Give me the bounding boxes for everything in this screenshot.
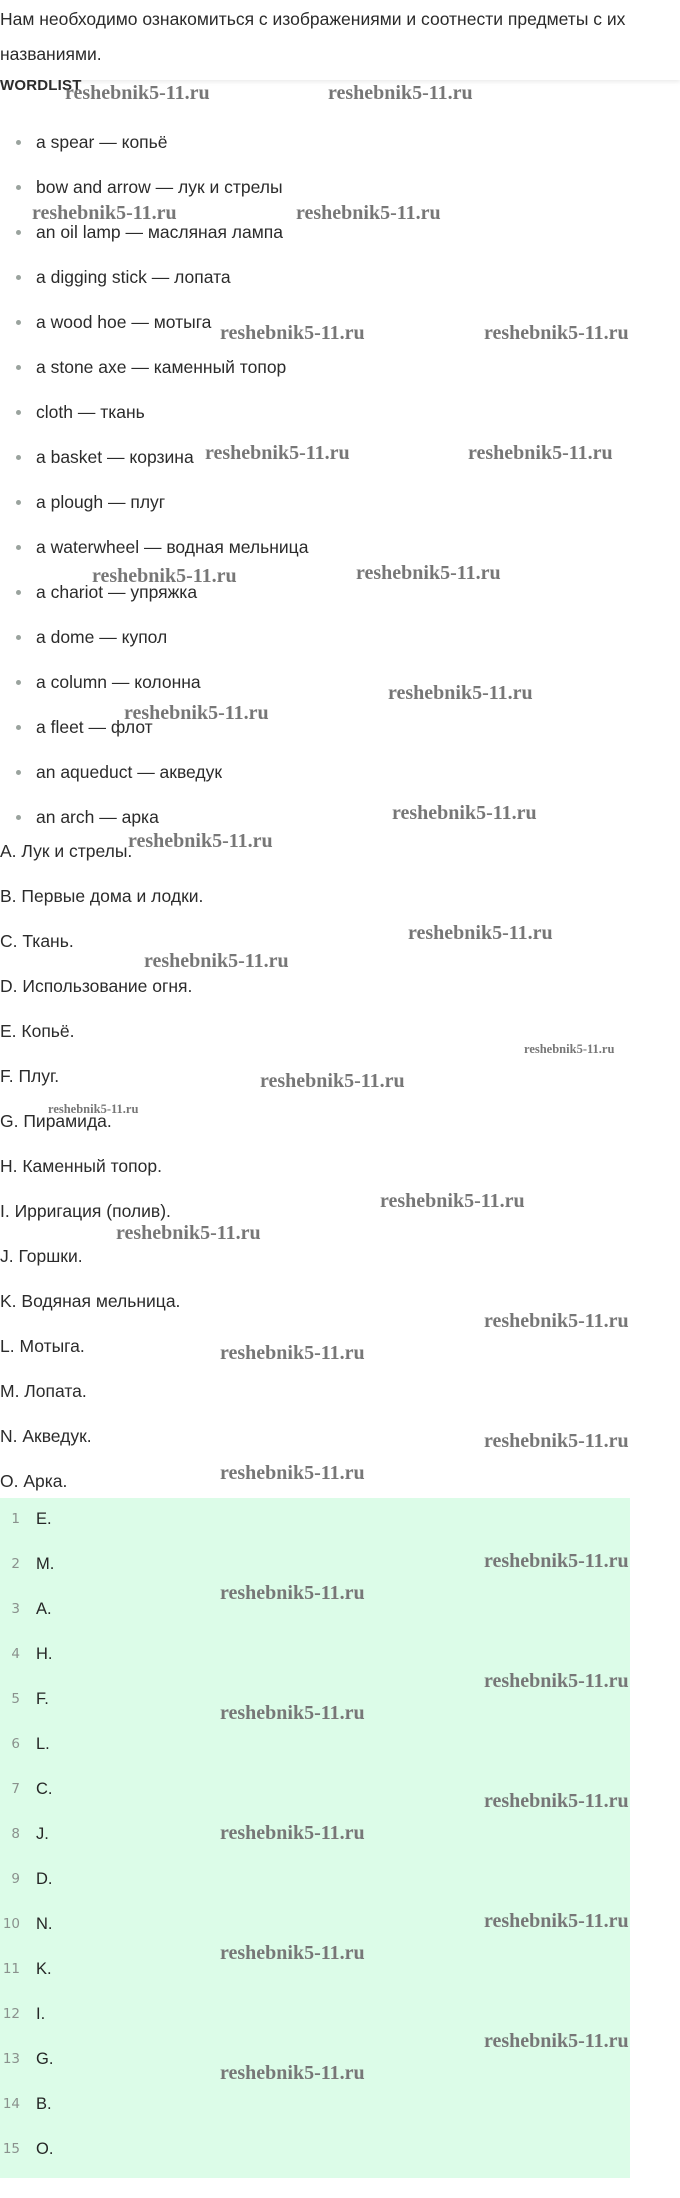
line-number: 8 — [11, 1826, 20, 1842]
watermark: reshebnik5-11.ru — [116, 1222, 261, 1244]
watermark: reshebnik5-11.ru — [524, 1042, 615, 1056]
answer-letter: K. — [36, 1960, 52, 1978]
answer-letter: G. — [36, 2050, 54, 2068]
answer-letter: C. — [36, 1780, 53, 1798]
watermark: reshebnik5-11.ru — [484, 1790, 629, 1812]
answer-letter: M. — [36, 1555, 55, 1573]
watermark: reshebnik5-11.ru — [124, 702, 269, 724]
watermark: reshebnik5-11.ru — [408, 922, 553, 944]
watermark: reshebnik5-11.ru — [220, 2062, 365, 2084]
watermark: reshebnik5-11.ru — [380, 1190, 525, 1212]
wordlist-item: a wood hoe — мотыга — [36, 312, 212, 332]
answer-letter: B. — [36, 2095, 52, 2113]
option-item: H. Каменный топор. — [0, 1156, 162, 1176]
watermark: reshebnik5-11.ru — [92, 565, 237, 587]
option-item: A. Лук и стрелы. — [0, 841, 133, 861]
line-number: 4 — [11, 1646, 20, 1662]
wordlist-item: a stone axe — каменный топор — [36, 357, 287, 377]
wordlist-heading: WORDLIST — [0, 77, 82, 94]
watermark: reshebnik5-11.ru — [388, 682, 533, 704]
option-item: F. Плуг. — [0, 1066, 60, 1086]
answer-letter: D. — [36, 1870, 53, 1888]
line-number: 15 — [2, 2141, 20, 2157]
line-number: 10 — [2, 1916, 20, 1932]
answer-letter: H. — [36, 1645, 53, 1663]
wordlist-item: a basket — корзина — [36, 447, 194, 467]
watermark: reshebnik5-11.ru — [328, 82, 473, 104]
wordlist-item: a waterwheel — водная мельница — [36, 537, 309, 557]
answer-letter: E. — [36, 1510, 52, 1528]
watermark: reshebnik5-11.ru — [468, 442, 613, 464]
line-number: 13 — [2, 2051, 20, 2067]
wordlist-item: an aqueduct — акведук — [36, 762, 223, 782]
answer-letter: N. — [36, 1915, 53, 1933]
option-item: B. Первые дома и лодки. — [0, 886, 204, 906]
line-number: 9 — [11, 1871, 20, 1887]
wordlist-item: a chariot — упряжка — [36, 582, 198, 602]
wordlist-item: a fleet — флот — [36, 717, 153, 737]
line-number: 6 — [11, 1736, 20, 1752]
watermark: reshebnik5-11.ru — [48, 1102, 139, 1116]
watermark: reshebnik5-11.ru — [484, 1430, 629, 1452]
answer-letter: I. — [36, 2005, 46, 2023]
option-item: E. Копьё. — [0, 1021, 75, 1041]
wordlist-item: a column — колонна — [36, 672, 201, 692]
line-number: 14 — [2, 2096, 20, 2112]
watermark: reshebnik5-11.ru — [65, 82, 210, 104]
wordlist-item: a plough — плуг — [36, 492, 166, 512]
watermark: reshebnik5-11.ru — [484, 2030, 629, 2052]
watermark: reshebnik5-11.ru — [220, 1342, 365, 1364]
watermark: reshebnik5-11.ru — [356, 562, 501, 584]
watermark: reshebnik5-11.ru — [484, 1550, 629, 1572]
line-number: 12 — [2, 2006, 20, 2022]
answer-letter: O. — [36, 2140, 54, 2158]
option-item: D. Использование огня. — [0, 976, 193, 996]
watermark: reshebnik5-11.ru — [484, 1910, 629, 1932]
watermark: reshebnik5-11.ru — [144, 950, 289, 972]
option-item: J. Горшки. — [0, 1246, 83, 1266]
option-item: M. Лопата. — [0, 1381, 87, 1401]
line-number: 5 — [11, 1691, 20, 1707]
option-item: G. Пирамида. — [0, 1111, 112, 1131]
wordlist-item: cloth — ткань — [36, 402, 145, 422]
watermark: reshebnik5-11.ru — [220, 1822, 365, 1844]
watermark: reshebnik5-11.ru — [32, 202, 177, 224]
answer-letter: A. — [36, 1600, 52, 1618]
watermark: reshebnik5-11.ru — [220, 1942, 365, 1964]
instruction-text: Нам необходимо ознакомиться с изображениями и соотнести предметы с их названиями. — [0, 0, 680, 80]
wordlist-item: a digging stick — лопата — [36, 267, 231, 287]
option-item: N. Акведук. — [0, 1426, 92, 1446]
watermark: reshebnik5-11.ru — [220, 1582, 365, 1604]
option-item: C. Ткань. — [0, 931, 74, 951]
watermark: reshebnik5-11.ru — [220, 322, 365, 344]
option-item: K. Водяная мельница. — [0, 1291, 181, 1311]
answer-letter: J. — [36, 1825, 49, 1843]
wordlist-item: a spear — копьё — [36, 132, 168, 152]
watermark: reshebnik5-11.ru — [205, 442, 350, 464]
answer-block — [0, 1498, 630, 2178]
watermark: reshebnik5-11.ru — [392, 802, 537, 824]
line-number: 2 — [11, 1556, 20, 1572]
watermark: reshebnik5-11.ru — [220, 1702, 365, 1724]
watermark: reshebnik5-11.ru — [484, 1670, 629, 1692]
option-item: L. Мотыга. — [0, 1336, 85, 1356]
wordlist-item: an arch — арка — [36, 807, 159, 827]
line-number: 7 — [11, 1781, 20, 1797]
answer-letter: F. — [36, 1690, 49, 1708]
line-number: 11 — [2, 1961, 20, 1977]
watermark: reshebnik5-11.ru — [484, 322, 629, 344]
wordlist-item: bow and arrow — лук и стрелы — [36, 177, 283, 197]
line-number: 3 — [11, 1601, 20, 1617]
wordlist-item: an oil lamp — масляная лампа — [36, 222, 283, 242]
watermark: reshebnik5-11.ru — [128, 830, 273, 852]
option-item: I. Ирригация (полив). — [0, 1201, 171, 1221]
line-number: 1 — [11, 1511, 20, 1527]
watermark: reshebnik5-11.ru — [296, 202, 441, 224]
wordlist-item: a dome — купол — [36, 627, 168, 647]
answer-letter: L. — [36, 1735, 50, 1753]
watermark: reshebnik5-11.ru — [260, 1070, 405, 1092]
watermark: reshebnik5-11.ru — [484, 1310, 629, 1332]
watermark: reshebnik5-11.ru — [220, 1462, 365, 1484]
option-item: O. Арка. — [0, 1471, 68, 1491]
